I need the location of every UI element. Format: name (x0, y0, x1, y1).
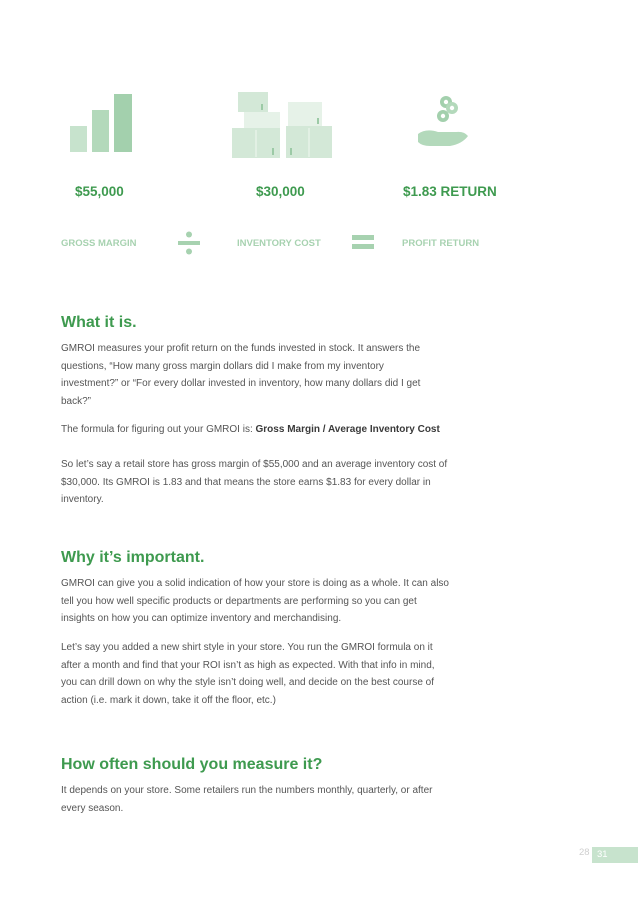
gross-margin-value: $55,000 (75, 184, 124, 199)
hand-coins-icon (416, 94, 470, 150)
formula-text: Gross Margin / Average Inventory Cost (255, 424, 440, 435)
bar-chart-icon (70, 94, 132, 152)
what-paragraph-formula (61, 421, 481, 439)
boxes-icon (232, 90, 334, 160)
what-paragraph-3: So let’s say a retail store has gross margin of $55,000 and an average inventory cost of $30,000. Its GMROI is 1.83 and that means the store earns $1.83 for every dollar in inventory. (61, 459, 448, 505)
formula-prefix: The formula for figuring out your GMROI is: (61, 424, 256, 435)
why-paragraph-1: GMROI can give you a solid indication of how your store is doing as a whole. It can also tell you how well specific products or departments are performing so you can get insights on how you can optimize inventory and merchandising. (61, 578, 449, 624)
what-paragraph-1: GMROI measures your profit return on the funds invested in stock. It answers the questions, “How many gross margin dollars did I make from my inventory investment?” or “For every dollar invested in inventory, how many dollars did I get back?” (61, 343, 421, 407)
how-often-paragraph-1: It depends on your store. Some retailers run the numbers monthly, quarterly, or after every season. (61, 785, 433, 814)
profit-return-value: $1.83 RETURN (403, 184, 497, 199)
profit-return-label: PROFIT RETURN (402, 238, 480, 249)
why-paragraph-2: Let’s say you added a new shirt style in your store. You run the GMROI formula on it after a month and find that your ROI isn’t as high as expected. With that info in mind, you can drill down on why the style isn’t doing well, and decide on the best course of action (i.e. mark it down, take it off the floor, etc.) (61, 642, 435, 706)
inventory-cost-label: INVENTORY COST (237, 238, 321, 249)
inventory-cost-value: $30,000 (256, 184, 305, 199)
equals-icon (352, 235, 374, 249)
divide-icon (178, 231, 200, 255)
section-title-how-often: How often should you measure it? (61, 756, 323, 773)
previous-page-number: 28 (579, 847, 590, 858)
section-title-what: What it is. (61, 314, 137, 331)
current-page-number: 31 (592, 847, 638, 863)
gross-margin-label: GROSS MARGIN (61, 238, 137, 249)
section-title-why: Why it’s important. (61, 549, 205, 566)
